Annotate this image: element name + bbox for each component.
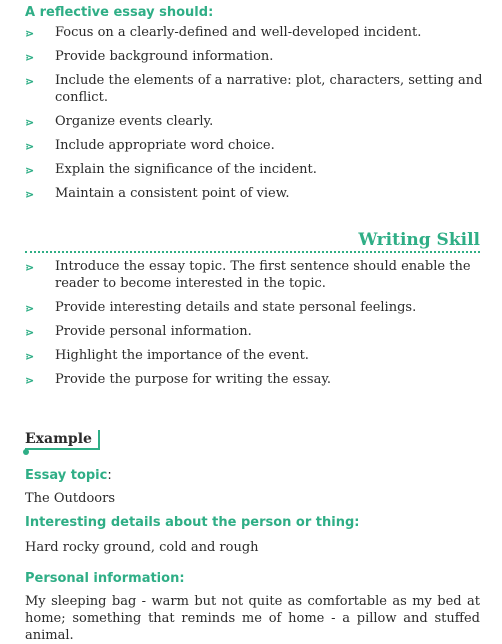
arrow-bullet-icon: ⋗	[25, 27, 35, 40]
list-item: ⋗ Organize events clearly.	[25, 114, 214, 129]
arrow-bullet-icon: ⋗	[25, 51, 35, 64]
list-item: ⋗ Focus on a clearly-defined and well-developed incident.	[25, 25, 422, 40]
list-item: ⋗ Provide the purpose for writing the essay.	[25, 372, 332, 387]
list-item: ⋗ Highlight the importance of the event.	[25, 348, 309, 363]
personal-heading: Personal information:	[25, 571, 185, 586]
writing-skill-list	[22, 258, 492, 388]
reflective-heading: A reflective essay should:	[25, 5, 214, 20]
list-item: ⋗ Include the elements of a narrative: plot, characters, setting and conflict.	[25, 73, 483, 105]
reflective-list	[22, 24, 492, 202]
topic-text: The Outdoors	[25, 491, 115, 506]
topic-heading: Essay topic:	[25, 468, 112, 483]
list-item: ⋗ Provide personal information.	[25, 324, 252, 339]
arrow-bullet-icon: ⋗	[25, 326, 35, 339]
example-dot-icon	[23, 449, 29, 455]
arrow-bullet-icon: ⋗	[25, 261, 35, 274]
example-label: Example	[25, 430, 100, 450]
arrow-bullet-icon: ⋗	[25, 140, 35, 153]
arrow-bullet-icon: ⋗	[25, 188, 35, 201]
arrow-bullet-icon: ⋗	[25, 374, 35, 387]
list-item: ⋗ Introduce the essay topic. The first sentence should enable the reader to become interested in the topic.	[25, 259, 471, 291]
list-item: ⋗ Maintain a consistent point of view.	[25, 186, 290, 201]
details-text: Hard rocky ground, cold and rough	[25, 540, 259, 555]
arrow-bullet-icon: ⋗	[25, 116, 35, 129]
arrow-bullet-icon: ⋗	[25, 350, 35, 363]
list-item: ⋗ Provide background information.	[25, 49, 274, 64]
list-item: ⋗ Include appropriate word choice.	[25, 138, 275, 153]
arrow-bullet-icon: ⋗	[25, 302, 35, 315]
personal-text: My sleeping bag - warm but not quite as comfortable as my bed at home; something that reminds me of home - a pillow and stuffed animal.	[25, 594, 480, 643]
section-divider	[25, 251, 480, 253]
arrow-bullet-icon: ⋗	[25, 164, 35, 177]
details-heading: Interesting details about the person or thing:	[25, 515, 360, 530]
list-item: ⋗ Explain the significance of the incident.	[25, 162, 317, 177]
arrow-bullet-icon: ⋗	[25, 75, 35, 88]
list-item: ⋗ Provide interesting details and state personal feelings.	[25, 300, 417, 315]
writing-skill-title: Writing Skill	[358, 230, 480, 250]
